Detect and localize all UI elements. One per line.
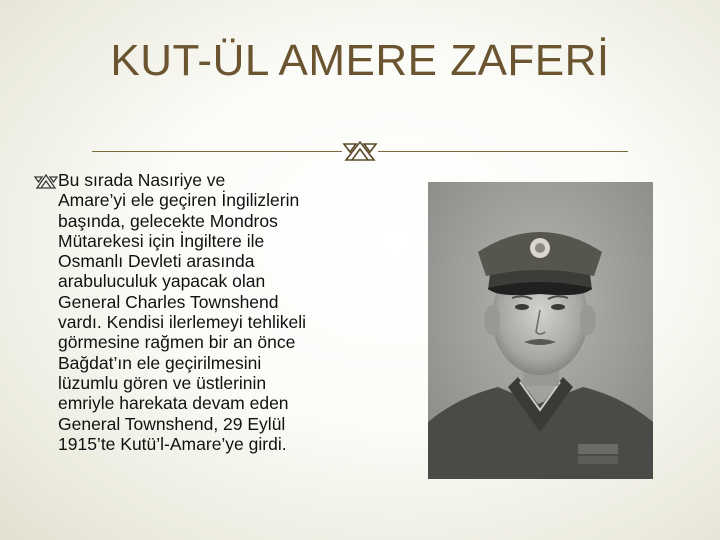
bullet-paragraph: Bu sırada Nasıriye ve Amare’yi ele geçiren İngilizlerin başında, gelecekte Mondros Mütarekesi için İngiltere ile Osmanlı Devleti arasında arabuluculuk yapacak olan General Charles Townshend vardı. Kendisi ilerlemeyi tehlikeli görmesine rağmen bir an önce Bağdat’ın ele geçirilmesini lüzumlu gören ve üstlerinin emriyle harekata devam eden General Townshend, 29 Eylül 1915’te Kutü’l-Amare’ye girdi. <box>58 170 307 454</box>
quad-arrow-bullet-icon <box>34 172 58 192</box>
slide-title: KUT-ÜL AMERE ZAFERİ <box>110 36 610 85</box>
quad-arrow-ornament-icon <box>340 136 380 166</box>
portrait-photo <box>428 182 653 479</box>
title-divider-left <box>92 151 342 152</box>
title-divider-right <box>378 151 628 152</box>
